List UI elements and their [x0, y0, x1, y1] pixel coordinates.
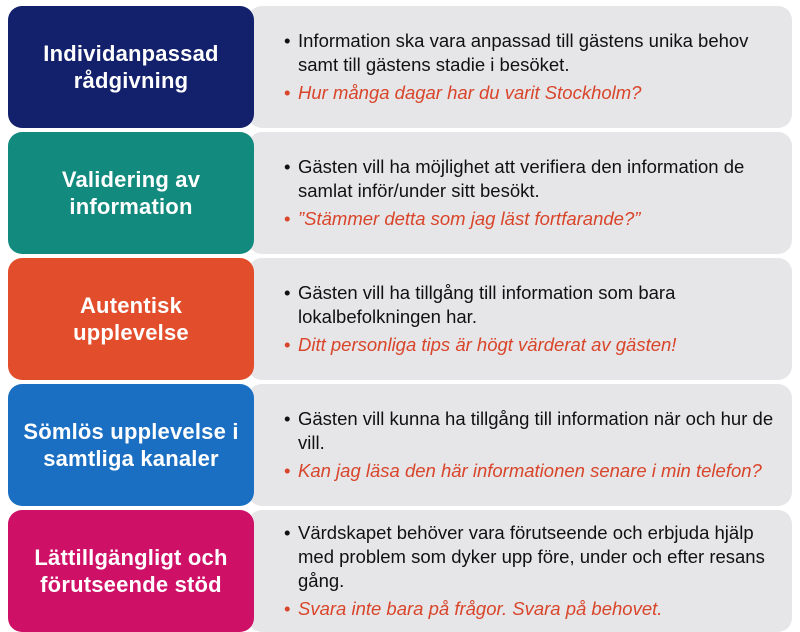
- row-autentisk: [0, 258, 800, 380]
- category-label: [8, 510, 254, 632]
- row-somlos: [0, 384, 800, 506]
- category-label-text: Autentisk upplevelse: [73, 293, 189, 345]
- content-text: [284, 132, 778, 254]
- statement-text: • Gästen vill kunna ha tillgång till information när och hur de vill.: [284, 407, 778, 455]
- row-lattillgangligt: [0, 510, 800, 632]
- content-text: [284, 6, 778, 128]
- category-label-text: Validering av information: [61, 167, 201, 219]
- example-text: • Svara inte bara på frågor. Svara på behovet.: [284, 597, 778, 621]
- category-label: [8, 6, 254, 128]
- statement-text: • Värdskapet behöver vara förutseende och erbjuda hjälp med problem som dyker upp före, under och efter resans gång.: [284, 521, 778, 593]
- statement-text: • Gästen vill ha tillgång till information som bara lokalbefolkningen har.: [284, 281, 778, 329]
- category-label-text: Sömlös upplevelse i samtliga kanaler: [23, 419, 239, 471]
- category-label: [8, 384, 254, 506]
- content-text: [284, 384, 778, 506]
- statement-text: • Information ska vara anpassad till gästens unika behov samt till gästens stadie i besöket.: [284, 29, 778, 77]
- example-text: • ”Stämmer detta som jag läst fortfarande?”: [284, 207, 778, 231]
- row-validering: [0, 132, 800, 254]
- category-label-text: Individanpassad rådgivning: [43, 41, 219, 93]
- example-text: • Ditt personliga tips är högt värderat av gästen!: [284, 333, 778, 357]
- category-label-text: Lättillgängligt och förutseende stöd: [34, 545, 228, 597]
- statement-text: • Gästen vill ha möjlighet att verifiera den information de samlat inför/under sitt besökt.: [284, 155, 778, 203]
- content-text: [284, 258, 778, 380]
- content-text: [284, 510, 778, 632]
- row-individanpassad: [0, 6, 800, 128]
- example-text: • Kan jag läsa den här informationen senare i min telefon?: [284, 459, 778, 483]
- category-label: [8, 132, 254, 254]
- category-label: [8, 258, 254, 380]
- example-text: • Hur många dagar har du varit Stockholm?: [284, 81, 778, 105]
